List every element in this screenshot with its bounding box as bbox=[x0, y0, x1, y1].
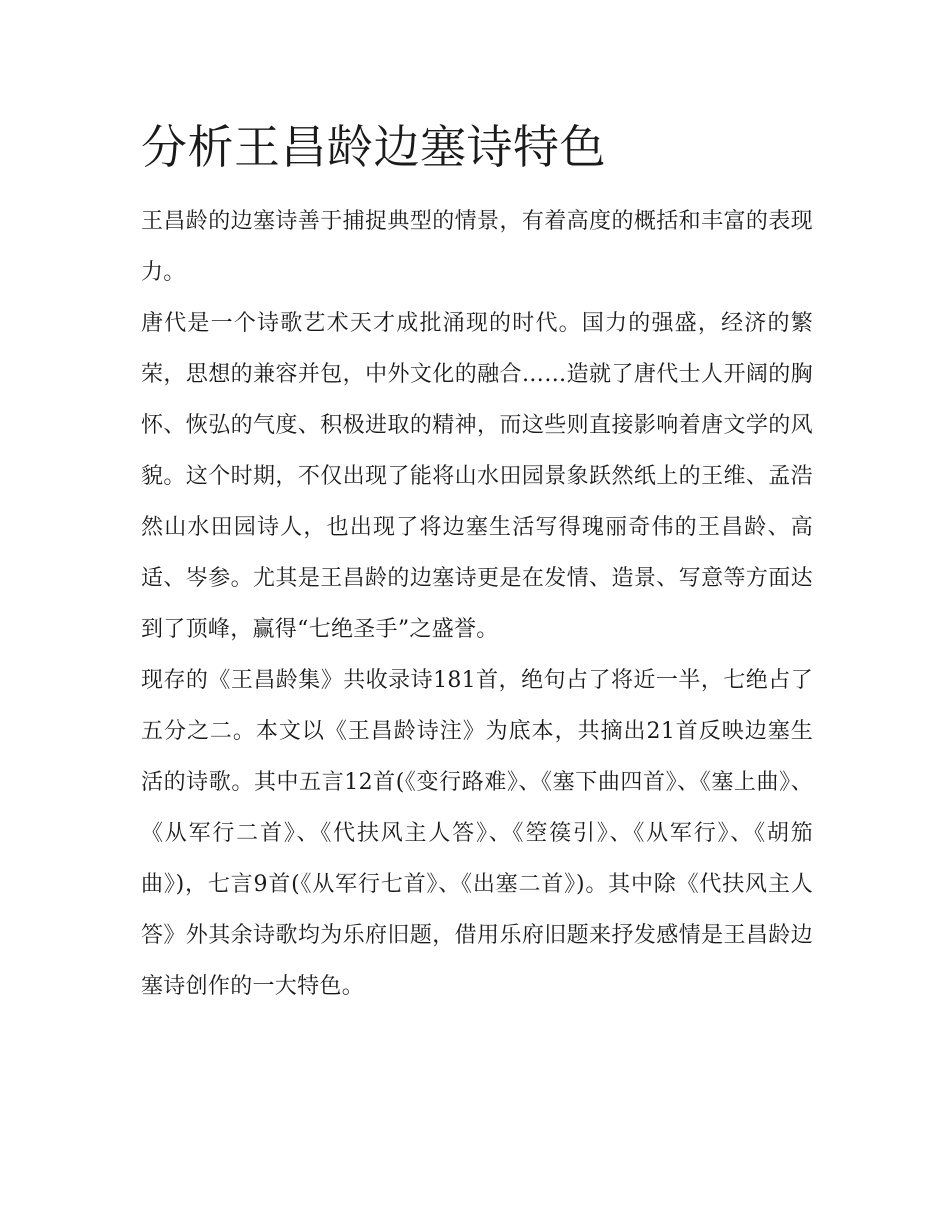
document-title: 分析王昌龄边塞诗特色 bbox=[141, 120, 606, 174]
document-body bbox=[141, 196, 813, 1012]
paragraph-intro: 王昌龄的边塞诗善于捕捉典型的情景，有着高度的概括和丰富的表现力。 bbox=[141, 209, 813, 285]
paragraph-tang-background: 唐代是一个诗歌艺术天才成批涌现的时代。国力的强盛，经济的繁荣，思想的兼容并包，中外文化的融合……造就了唐代士人开阔的胸怀、恢弘的气度、积极进取的精神，而这些则直接影响着唐文学的风貌。这个时期，不仅出现了能将山水田园景象跃然纸上的王维、孟浩然山水田园诗人，也出现了将边塞生活写得瑰丽奇伟的王昌龄、高适、岑参。尤其是王昌龄的边塞诗更是在发情、造景、写意等方面达到了顶峰，赢得“七绝圣手”之盛誉。 bbox=[141, 311, 813, 642]
paragraph-collection: 现存的《王昌龄集》共收录诗181首，绝句占了将近一半，七绝占了五分之二。本文以《王昌龄诗注》为底本，共摘出21首反映边塞生活的诗歌。其中五言12首(《变行路难》、《塞下曲四首》、《塞上曲》、《从军行二首》、《代扶风主人答》、《箜篌引》、《从军行》、《胡笳曲》)，七言9首(《从军行七首》、《出塞二首》)。其中除《代扶风主人答》外其余诗歌均为乐府旧题，借用乐府旧题来抒发感情是王昌龄边塞诗创作的一大特色。 bbox=[141, 668, 813, 999]
